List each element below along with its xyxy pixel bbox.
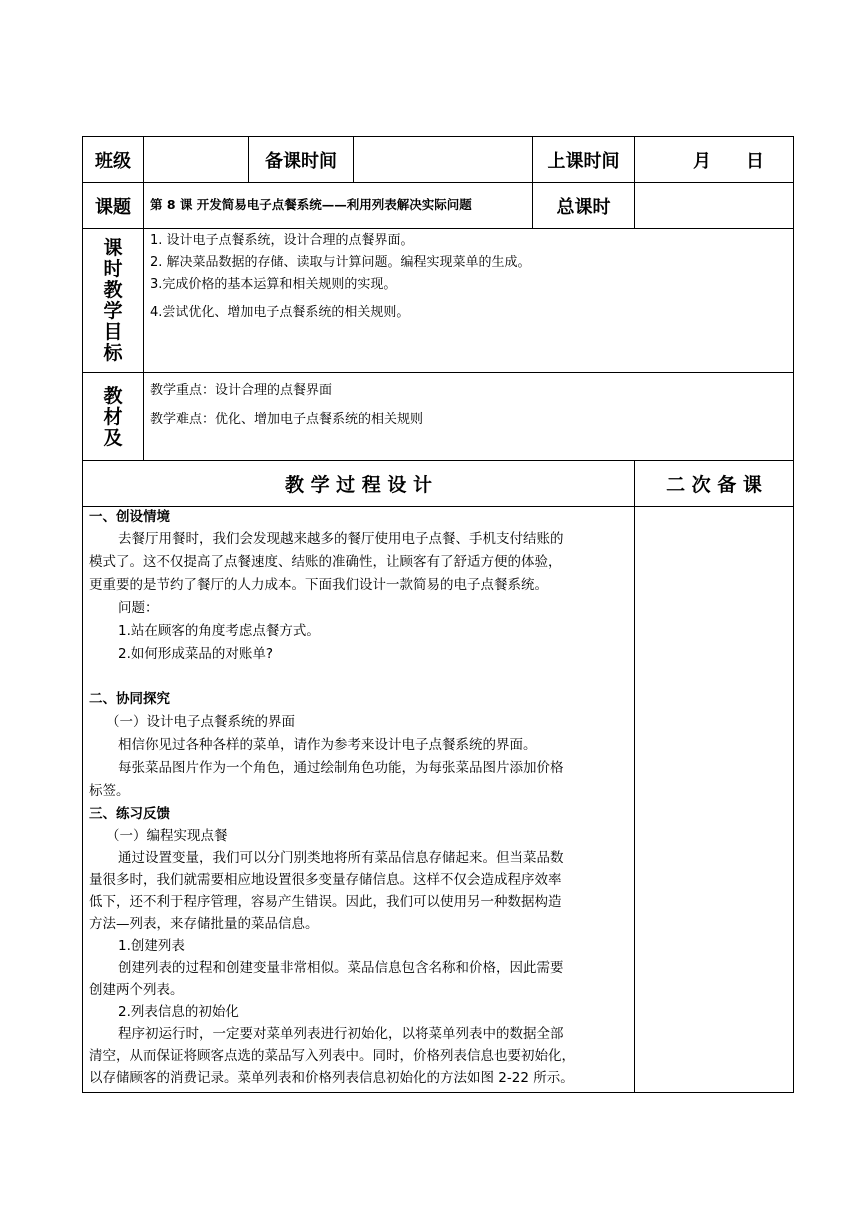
prep-time-label: 备课时间 (265, 150, 337, 172)
section-heading: 二、协同探究 (89, 691, 170, 707)
body-line: 问题： (118, 600, 159, 616)
objectives-label-char: 目 (103, 321, 123, 343)
body-line: 1.站在顾客的角度考虑点餐方式。 (118, 623, 320, 639)
table-border (634, 460, 635, 1092)
body-line: 相信你见过各种各样的菜单，请作为参考来设计电子点餐系统的界面。 (118, 737, 537, 753)
table-border (82, 136, 83, 1093)
table-border (82, 372, 794, 373)
table-border (143, 136, 144, 460)
objective-item: 2. 解决菜品数据的存储、读取与计算问题。编程实现菜单的生成。 (150, 255, 531, 270)
subsection-heading: （一）设计电子点餐系统的界面 (106, 714, 295, 730)
table-border (82, 182, 794, 183)
body-line: 标签。 (89, 783, 130, 799)
material-label-char: 及 (103, 427, 123, 449)
objective-item: 3.完成价格的基本运算和相关规则的实现。 (150, 277, 397, 292)
section-heading: 三、练习反馈 (89, 806, 170, 822)
second-prep-title: 二 次 备 课 (666, 474, 762, 496)
subsection-heading: （一）编程实现点餐 (106, 828, 228, 844)
body-line: 程序初运行时，一定要对菜单列表进行初始化，以将菜单列表中的数据全部 (118, 1026, 564, 1042)
body-line: 创建两个列表。 (89, 982, 184, 998)
body-line: 模式了。这不仅提高了点餐速度、结账的准确性，让顾客有了舒适方便的体验， (89, 554, 562, 570)
class-label: 班级 (95, 150, 131, 172)
lesson-time-label: 上课时间 (547, 150, 620, 172)
objectives-label-char: 课 (103, 237, 123, 259)
body-line: 清空，从而保证将顾客点选的菜品写入列表中。同时，价格列表信息也要初始化， (89, 1048, 575, 1064)
body-line: 1.创建列表 (118, 938, 185, 954)
material-label (98, 386, 128, 449)
objectives-label-char: 时 (103, 258, 123, 280)
table-border (793, 136, 794, 1093)
topic-label: 课题 (95, 196, 131, 218)
process-title: 教 学 过 程 设 计 (284, 474, 433, 496)
objectives-label-char: 学 (103, 300, 123, 322)
objectives-label-char: 标 (103, 342, 123, 364)
objectives-label-char: 教 (103, 279, 123, 301)
body-line: 2.列表信息的初始化 (118, 1004, 239, 1020)
objective-item: 1. 设计电子点餐系统，设计合理的点餐界面。 (150, 233, 414, 248)
topic-value: 第 8 课 开发简易电子点餐系统——利用列表解决实际问题 (150, 197, 472, 212)
key-point: 教学重点：设计合理的点餐界面 (150, 383, 333, 398)
section-heading: 一、创设情境 (89, 509, 170, 525)
objective-item: 4.尝试优化、增加电子点餐系统的相关规则。 (150, 305, 410, 320)
material-label-char: 教 (103, 385, 123, 407)
month-label: 月 (693, 150, 711, 172)
table-border (353, 136, 354, 182)
body-line: 每张菜品图片作为一个角色，通过绘制角色功能，为每张菜品图片添加价格 (118, 760, 564, 776)
objectives-label (98, 238, 128, 364)
body-line: 2.如何形成菜品的对账单? (118, 646, 274, 662)
body-line: 量很多时，我们就需要相应地设置很多变量存储信息。这样不仅会造成程序效率 (89, 872, 562, 888)
body-line: 创建列表的过程和创建变量非常相似。菜品信息包含名称和价格，因此需要 (118, 960, 564, 976)
table-border (82, 228, 794, 229)
table-border (82, 1092, 794, 1093)
day-label: 日 (746, 150, 764, 172)
body-line: 方法—列表，来存储批量的菜品信息。 (89, 916, 319, 932)
difficult-point: 教学难点：优化、增加电子点餐系统的相关规则 (150, 412, 424, 427)
body-line: 以存储顾客的消费记录。菜单列表和价格列表信息初始化的方法如图 2-22 所示。 (89, 1070, 574, 1086)
table-border (82, 506, 794, 507)
body-line: 低下，还不利于程序管理，容易产生错误。因此，我们可以使用另一种数据构造 (89, 894, 562, 910)
body-line: 更重要的是节约了餐厅的人力成本。下面我们设计一款简易的电子点餐系统。 (89, 577, 548, 593)
table-border (634, 136, 635, 228)
body-line: 去餐厅用餐时，我们会发现越来越多的餐厅使用电子点餐、手机支付结账的 (118, 531, 564, 547)
body-line: 通过设置变量，我们可以分门别类地将所有菜品信息存储起来。但当菜品数 (118, 850, 564, 866)
material-label-char: 材 (103, 406, 123, 428)
total-hours-label: 总课时 (556, 196, 611, 218)
